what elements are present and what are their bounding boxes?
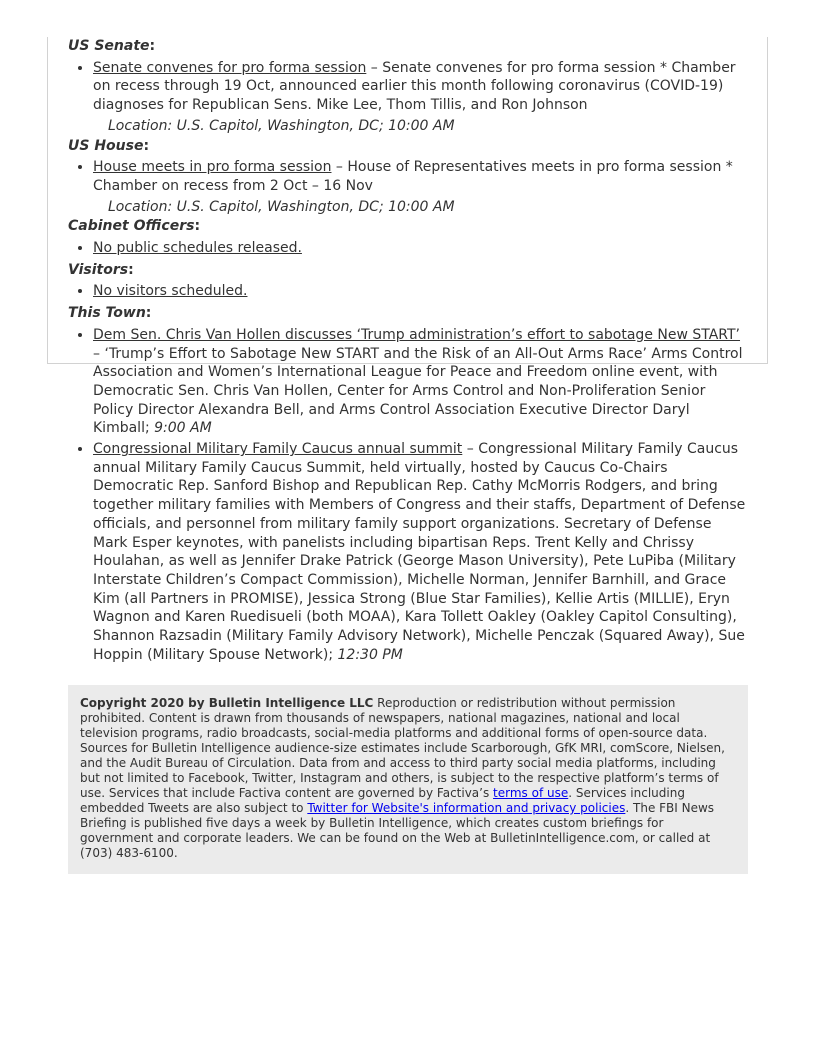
list-item	[93, 282, 750, 301]
cabinet-list	[68, 239, 750, 258]
event-description: – Senate convenes for pro forma session * Chamber on recess through 19 Oct, announced earlier this month following coronavirus (COVID-19) diagnoses for Republican Sens. Mike Lee, Thom Tillis, and Ron Johnson	[93, 59, 736, 114]
cabinet-schedule-link[interactable]: No public schedules released.	[93, 240, 302, 257]
heading-colon: :	[149, 38, 156, 54]
list-item	[93, 158, 750, 195]
list-item	[93, 326, 750, 438]
section-title: Cabinet Officers	[68, 218, 195, 235]
section-heading-us-house	[68, 137, 750, 156]
event-description: – House of Representatives meets in pro forma session * Chamber on recess from 2 Oct – 16 Nov	[93, 159, 733, 194]
section-heading-this-town	[68, 304, 750, 323]
heading-colon: :	[145, 305, 152, 322]
footer-text: Reproduction or redistribution without permission prohibited. Content is drawn from thousands of newspapers, national magazines, national and local television programs, radio broadcasts, social-media platforms and additional forms of open-source data. Sources for Bulletin Intelligence audience-size estimates include Scarborough, GfK MRI, comScore, Nielsen, and the Audit Bureau of Circulation. Data from and access to third party social media platforms, including but not limited to Facebook, Twitter, Instagram and others, is subject to the respective platform’s terms of use. Services that include Factiva content are governed by Factiva’s	[80, 696, 725, 800]
event-time: 9:00 AM	[154, 420, 212, 437]
heading-colon: :	[143, 137, 150, 154]
event-location: Location: U.S. Capitol, Washington, DC; 10:00 AM	[108, 117, 455, 134]
military-family-caucus-link[interactable]: Congressional Military Family Caucus annual summit	[93, 441, 463, 458]
section-title: US House	[68, 137, 144, 154]
event-time: 12:30 PM	[337, 646, 403, 663]
section-title: Visitors	[68, 261, 129, 278]
visitors-link[interactable]: No visitors scheduled.	[93, 283, 248, 300]
house-list	[68, 158, 750, 195]
senate-list	[68, 59, 750, 115]
event-location: Location: U.S. Capitol, Washington, DC; 10:00 AM	[108, 198, 455, 215]
heading-colon: :	[194, 218, 201, 235]
list-item	[93, 440, 750, 664]
footer-text: . The FBI News Briefing is published five days a week by Bulletin Intelligence, which creates custom briefings for government and corporate leaders. We can be found on the Web at BulletinIntelligence.com, or called at (703) 483-6100.	[80, 801, 715, 860]
copyright-footer	[68, 685, 748, 874]
list-item	[93, 59, 750, 115]
copyright-notice: Copyright 2020 by Bulletin Intelligence LLC	[80, 696, 374, 710]
event-description: – ‘Trump’s Effort to Sabotage New START and the Risk of an All-Out Arms Race’ Arms Control Association and Women’s International League for Peace and Freedom online event, with Democratic Sen. Chris Van Hollen, Center for Arms Control and Non-Proliferation Senior Policy Director Alexandra Bell, and Arms Control Association Executive Director Daryl Kimball;	[93, 345, 743, 437]
section-heading-visitors	[68, 261, 750, 280]
section-title: This Town	[68, 305, 146, 322]
van-hollen-event-link[interactable]: Dem Sen. Chris Van Hollen discusses ‘Trump administration’s effort to sabotage New START’	[93, 326, 741, 343]
house-event-link[interactable]: House meets in pro forma session	[93, 159, 332, 176]
event-description: – Congressional Military Family Caucus annual Military Family Caucus Summit, held virtually, hosted by Caucus Co-Chairs Democratic Rep. Sanford Bishop and Republican Rep. Cathy McMorris Rodgers, and bring together military families with Members of Congress and their staffs, Department of Defense officials, and personnel from military family support organizations. Secretary of Defense Mark Esper keynotes, with panelists including bipartisan Reps. Trent Kelly and Chrissy Houlahan, as well as Jennifer Drake Patrick (George Mason University), Pete LuPiba (Military Interstate Children’s Compact Commission), Michelle Norman, Jennifer Barnhill, and Grace Kim (all Partners in PROMISE), Jessica Strong (Blue Star Families), Kellie Artis (MILLIE), Eryn Wagnon and Karen Ruedisueli (both MOAA), Kara Tollett Oakley (Oakley Capitol Consulting), Shannon Razsadin (Military Family Advisory Network), Michelle Penczak (Squared Away), Sue Hoppin (Military Spouse Network);	[93, 441, 746, 663]
terms-of-use-link[interactable]: terms of use	[493, 786, 569, 800]
visitors-list	[68, 282, 750, 301]
this-town-list	[68, 326, 750, 665]
section-title: US Senate	[68, 38, 150, 54]
list-item	[93, 239, 750, 258]
footer-text: . Services including embedded Tweets are also subject to	[80, 786, 685, 815]
schedule-content	[68, 37, 750, 665]
section-heading-us-senate	[68, 37, 750, 56]
heading-colon: :	[128, 261, 134, 278]
section-heading-cabinet-officers	[68, 217, 750, 236]
twitter-privacy-link[interactable]: Twitter for Website's information and privacy policies	[307, 801, 626, 815]
senate-event-link[interactable]: Senate convenes for pro forma session	[93, 59, 367, 76]
